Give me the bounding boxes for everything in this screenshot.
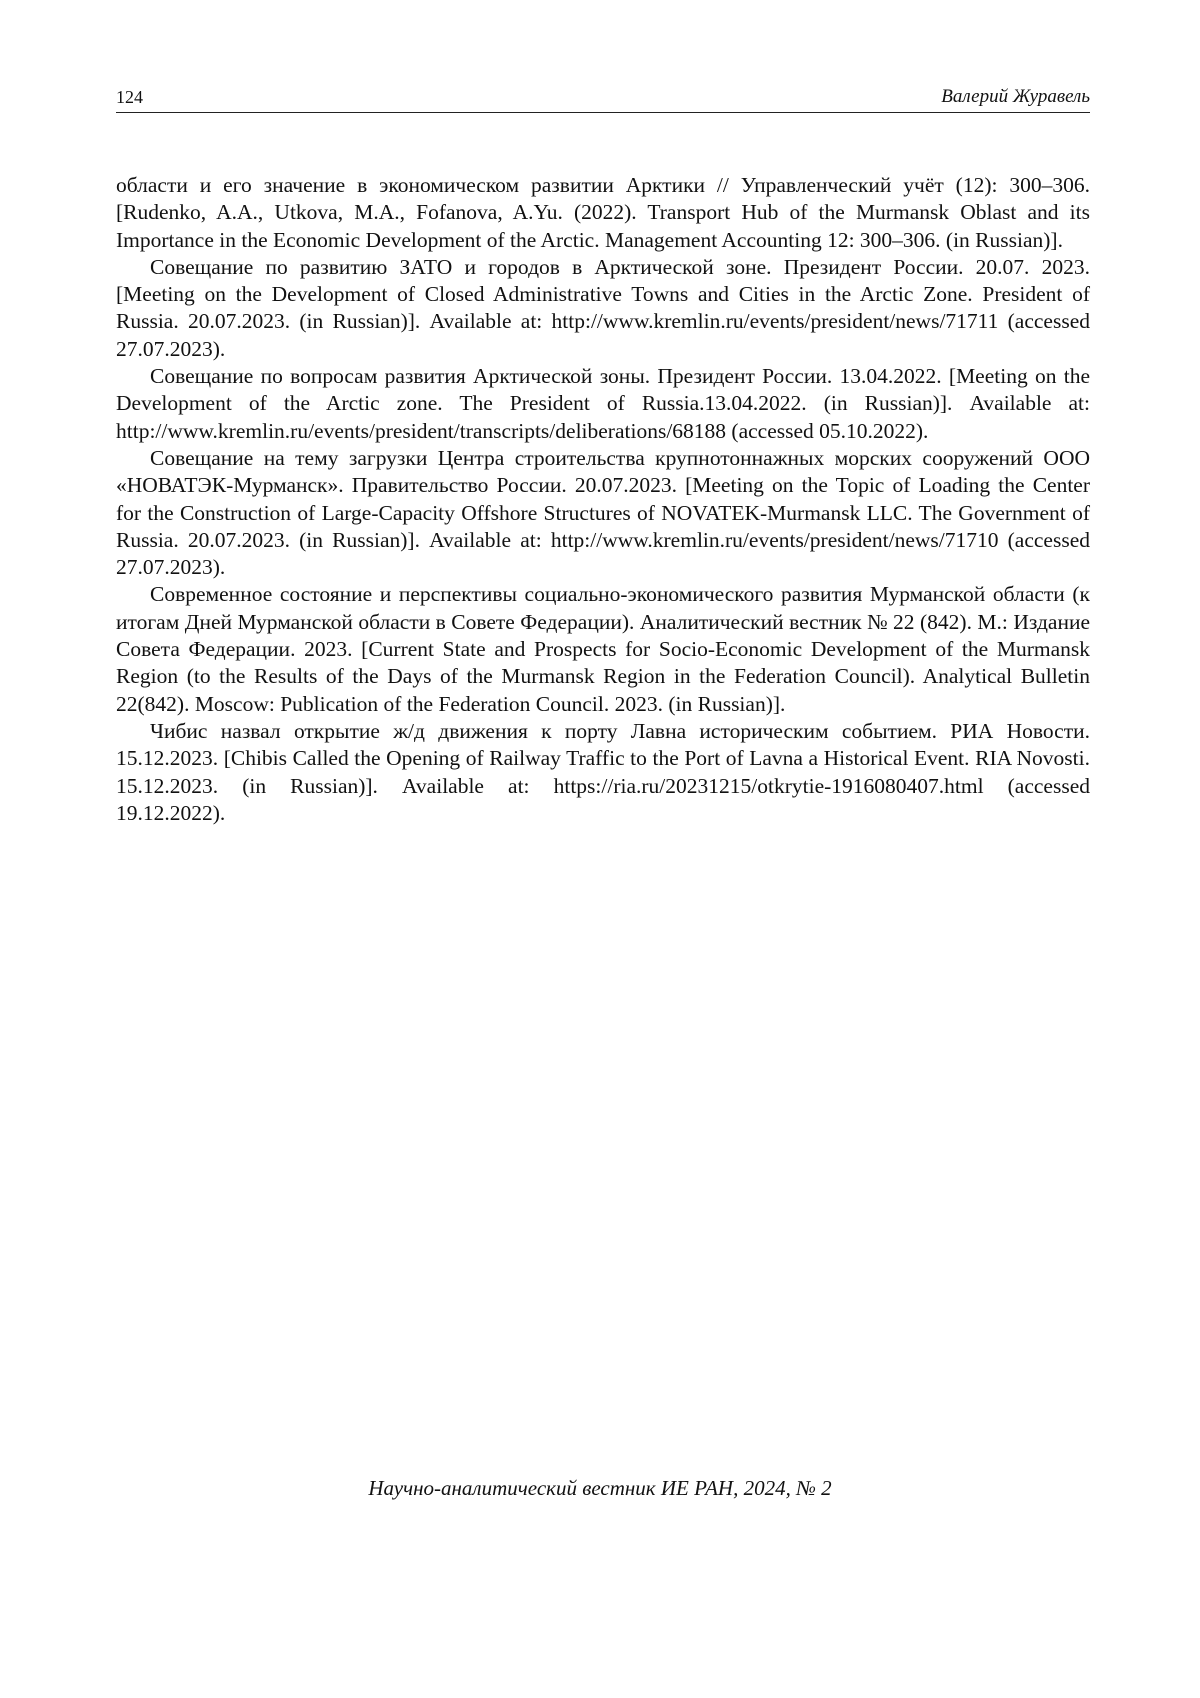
running-head-author: Валерий Журавель [941,86,1090,107]
reference-entry: области и его значение в экономическом развитии Арктики // Управленческий учёт (12): 300–306. [Rudenko, A.A., Utkova, M.A., Fofanova, A.Yu. (2022). Transport Hub of the Murmansk Oblast and its Importance in the Economic Development of the Arctic. Management Accounting 12: 300–306. (in Russian)]. [116,173,1090,252]
page-number: 124 [116,87,143,107]
reference-entry: Чибис назвал открытие ж/д движения к порту Лавна историческим событием. РИА Новости. 15.12.2023. [Chibis Called the Opening of Railway Traffic to the Port of Lavna a Historical Event. RIA Novosti. 15.12.2023. (in Russian)]. Available at: https://ria.ru/20231215/otkrytie-1916080407.html (accessed 19.12.2022). [116,718,1090,825]
reference-entry: Совещание по вопросам развития Арктической зоны. Президент России. 13.04.2022. [Meeting on the Development of the Arctic zone. The President of Russia.13.04.2022. (in Russian)]. Available at: http://www.kremlin.ru/events/president/transcripts/deliberations/68188 (accessed 05.10.2022). [116,364,1090,443]
reference-entry: Совещание по развитию ЗАТО и городов в Арктической зоне. Президент России. 20.07. 2023. [Meeting on the Development of Closed Administrative Towns and Cities in the Arctic Zone. President of Russia. 20.07.2023. (in Russian)]. Available at: http://www.kremlin.ru/events/president/news/71711 (accessed 27.07.2023). [116,254,1090,361]
page-footer: Научно-аналитический вестник ИЕ РАН, 2024, № 2 [368,1476,832,1500]
page-header [116,84,1090,113]
reference-entry: Совещание на тему загрузки Центра строительства крупнотоннажных морских сооружений ООО «НОВАТЭК-Мурманск». Правительство России. 20.07.2023. [Meeting on the Topic of Loading the Center for the Construction of Large-Capacity Offshore Structures of NOVATEK-Murmansk LLC. The Government of Russia. 20.07.2023. (in Russian)]. Available at: http://www.kremlin.ru/events/president/news/71710 (accessed 27.07.2023). [116,445,1090,580]
reference-entry: Современное состояние и перспективы социально-экономического развития Мурманской области (к итогам Дней Мурманской области в Совете Федерации). Аналитический вестник № 22 (842). М.: Издание Совета Федерации. 2023. [Current State and Prospects for Socio-Economic Development of the Murmansk Region (to the Results of the Days of the Murmansk Region in the Federation Council). Analytical Bulletin 22(842). Moscow: Publication of the Federation Council. 2023. (in Russian)]. [116,582,1090,716]
reference-list [116,172,1090,827]
